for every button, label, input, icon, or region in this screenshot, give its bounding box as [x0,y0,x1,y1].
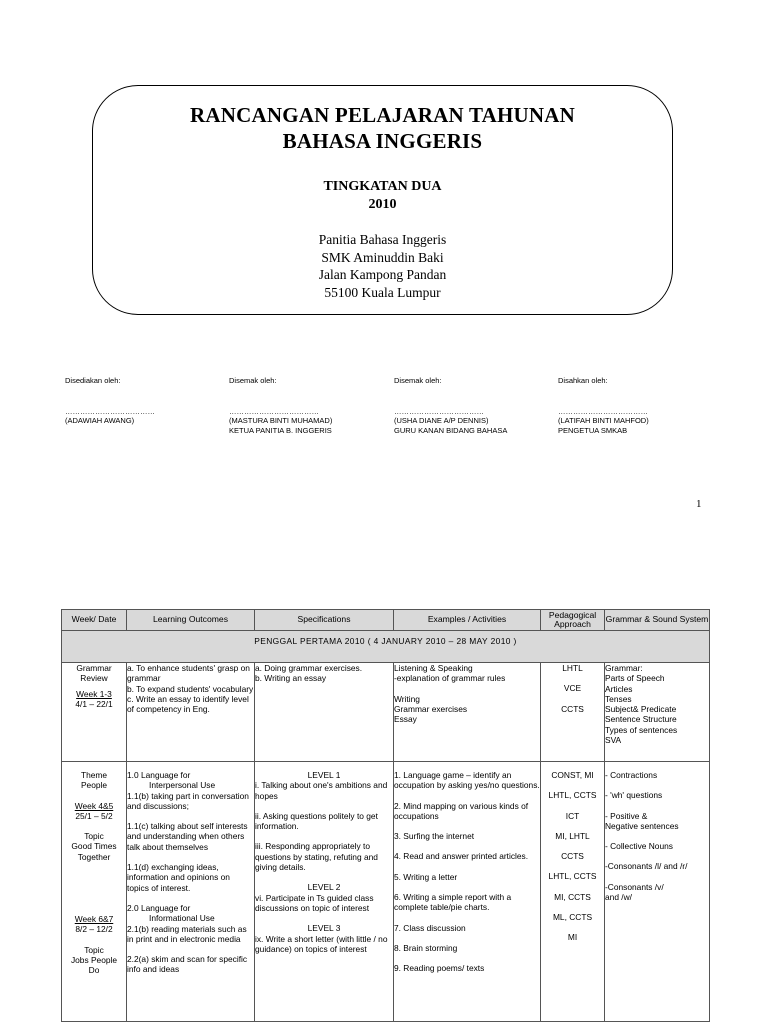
signature-block-prepared [65,376,155,426]
list-item: vi. Participate in Ts guided class discussions on topic of interest [255,892,374,913]
school-address [93,231,672,301]
list-item: 1.1(b) taking part in conversation and discussions; [127,790,249,811]
lesson-plan-table [61,609,710,1022]
level-line-1: TINGKATAN DUA [323,179,442,194]
list-item: 7. Class discussion [394,922,466,933]
theme-name: People [80,780,108,791]
title-line-1: RANCANGAN PELAJARAN TAHUNAN [190,103,575,127]
list-item: 6. Writing a simple report with a complete table/pie charts. [394,892,512,913]
term-row [62,631,710,663]
list-item: ix. Write a short letter (with little / no guidance) on topics of interest [255,933,388,954]
header-learning-outcomes: Learning Outcomes [127,610,255,631]
header-examples-activities: Examples / Activities [394,610,541,631]
topic-name: Good Times Together [71,841,117,862]
outcome-heading: 2.0 Language for [127,902,191,913]
list-item: -Consonants /l/ and /r/ [605,861,688,872]
approach-cell [541,663,605,762]
list-item: 8. Brain storming [394,942,458,953]
list-item: 5. Writing a letter [394,871,458,882]
header-week-date: Week/ Date [62,610,127,631]
list-item: c. Write an essay to identify level of competency in Eng. [127,693,249,715]
table-row [62,762,710,1022]
week-cell [62,663,127,762]
list-item: a. Doing grammar exercises. [255,663,363,673]
list-item: 2.1(b) reading materials such as in print and in electronic media [127,923,247,944]
list-item: 3. Surfing the internet [394,831,475,842]
topic-title: Topic [84,831,104,842]
examples-cell [394,762,541,1022]
header-grammar-sound-system: Grammar & Sound System [605,610,710,631]
list-item: Types of sentences [605,724,678,735]
level-heading: LEVEL 3 [307,923,341,934]
signature-name: (LATIFAH BINTI MAHFOD) [558,416,649,425]
list-item: MI [567,932,578,943]
list-item: Parts of Speech [605,673,665,684]
week-label: Week 4&5 [74,800,114,811]
signature-line: ……………………………… [394,406,484,416]
list-item: 1.1(c) talking about self interests and understanding when others talk about themselves [127,821,248,852]
list-item: ii. Asking questions politely to get information. [255,810,378,832]
list-item: b. To expand students' vocabulary [127,683,254,694]
week-date: 25/1 – 5/2 [75,810,113,821]
signature-name: (USHA DIANE A/P DENNIS) [394,416,489,425]
outcomes-cell [127,663,255,762]
list-item: MI, CCTS [554,891,591,902]
list-item: SVA [605,735,622,746]
examples-cell [394,663,541,762]
level-heading: LEVEL 1 [307,770,341,780]
topic-title: Topic [84,944,104,955]
list-item: Writing [394,693,420,704]
week-label: Week 1-3 [76,688,112,699]
signature-name: (MASTURA BINTI MUHAMAD) [229,416,333,425]
list-item: - Contractions [605,770,658,780]
list-item: 9. Reading poems/ texts [394,963,485,974]
list-item: i. Talking about one's ambitions and hopes [255,780,388,801]
list-item: a. To enhance students' grasp on grammar [127,663,250,684]
list-item: CONST, MI [551,770,594,780]
specifications-cell [255,663,394,762]
list-item: - Collective Nouns [605,841,673,852]
signature-block-reviewed-1 [229,376,332,435]
list-item: 2. Mind mapping on various kinds of occupations [394,800,529,821]
approach-cell [541,762,605,1022]
list-item: 2.2(a) skim and scan for specific info and ideas [127,954,248,975]
signature-position: PENGETUA SMKAB [558,425,628,435]
level-line-2: 2010 [368,197,397,212]
grammar-cell [605,762,710,1022]
header-specifications: Specifications [255,610,394,631]
list-item: - 'wh' questions [605,790,663,801]
signature-block-reviewed-2 [394,376,507,435]
list-item: Essay [394,714,417,725]
signature-label: Disemak oleh: [229,376,277,385]
outcome-heading: 1.0 Language for [127,770,191,780]
grammar-cell [605,663,710,762]
list-item: CCTS [561,703,584,714]
signature-line: ……………………………… [65,406,155,416]
list-item: ICT [565,810,580,821]
signature-label: Disediakan oleh: [65,376,121,385]
address-line-2: SMK Aminuddin Baki [321,249,444,265]
signature-name: (ADAWIAH AWANG) [65,416,135,425]
table-header-row [62,610,710,631]
list-item: iii. Responding appropriately to questions by stating, refuting and giving details. [255,841,378,873]
list-item: b. Writing an essay [255,673,327,684]
level-heading: LEVEL 2 [307,882,341,893]
list-item: Listening & Speaking [394,663,473,673]
list-item: VCE [563,683,582,694]
week-label: Week 6&7 [74,914,114,925]
document-title [93,102,672,154]
outcome-subheading: Informational Use [149,913,215,924]
outcome-subheading: Interpersonal Use [149,780,216,791]
list-item: LHTL, CCTS [548,790,597,801]
list-item: 1. Language game – identify an occupation by asking yes/no questions. [394,770,540,791]
list-item: MI, LHTL [555,830,590,841]
title-line-2: BAHASA INGGERIS [282,129,483,153]
list-item: Sentence Structure [605,714,677,725]
signature-block-approved [558,376,649,435]
list-item: LHTL, CCTS [548,871,597,882]
week-title: Grammar Review [76,663,112,684]
theme-title: Theme [80,770,108,780]
specifications-cell [255,762,394,1022]
signature-line: ……………………………… [558,406,648,416]
page-number: 1 [696,498,702,510]
list-item: ML, CCTS [552,912,593,923]
list-item: LHTL [562,663,583,673]
signature-position: KETUA PANITIA B. INGGERIS [229,425,332,435]
list-item: - Positive & Negative sentences [605,810,679,831]
topic-name: Jobs People Do [70,954,118,976]
list-item: -Consonants /v/ and /w/ [605,881,664,903]
table-row [62,663,710,762]
list-item: 1.1(d) exchanging ideas, information and opinions on topics of interest. [127,862,230,893]
signature-label: Disemak oleh: [394,376,442,385]
week-cell [62,762,127,1022]
list-item: 4. Read and answer printed articles. [394,851,529,862]
term-label: PENGGAL PERTAMA 2010 ( 4 JANUARY 2010 – 28 MAY 2010 ) [254,636,517,646]
list-item: Grammar: [605,663,643,673]
list-item: Subject& Predicate [605,704,677,715]
list-item: Tenses [605,693,632,704]
address-line-1: Panitia Bahasa Inggeris [318,232,447,247]
week-date: 8/2 – 12/2 [75,924,113,935]
list-item: -explanation of grammar rules [394,673,506,684]
address-line-3: Jalan Kampong Pandan [318,267,447,282]
week-date: 4/1 – 22/1 [75,698,113,709]
form-level [93,178,672,214]
title-box [92,85,673,315]
signature-label: Disahkan oleh: [558,376,608,385]
header-pedagogical-approach: Pedagogical Approach [541,610,605,631]
list-item: CCTS [561,851,584,862]
list-item: Articles [605,683,633,694]
signature-position: GURU KANAN BIDANG BAHASA [394,425,508,435]
signature-line: ……………………………… [229,406,319,416]
list-item: Grammar exercises [394,703,468,714]
outcomes-cell [127,762,255,1022]
address-line-4: 55100 Kuala Lumpur [324,284,441,300]
